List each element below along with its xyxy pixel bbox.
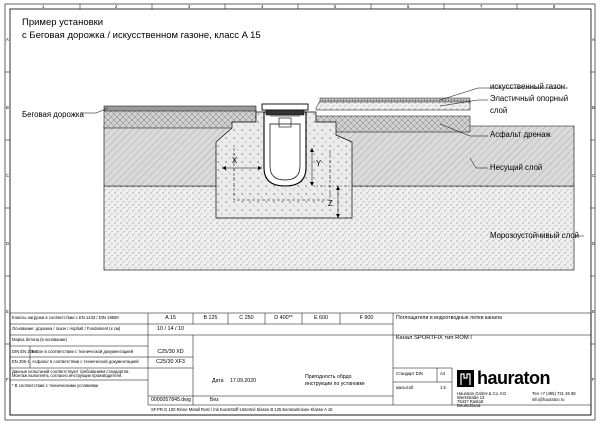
class-e600: E 600	[313, 315, 329, 321]
tb-sheet-size: A4	[440, 371, 446, 376]
dim-x-label: X	[232, 156, 238, 165]
tb-scale-ratio: Без	[210, 397, 219, 403]
label-asphalt-drain: Асфальт дренаж	[490, 130, 551, 139]
label-base-layer: Несущий слой	[490, 163, 543, 172]
tb-scale-label: масштаб	[396, 385, 414, 390]
running-track-surface	[104, 106, 256, 111]
class-c250: C 250	[239, 315, 254, 321]
contact-email: info@hauraton.ru	[532, 397, 565, 402]
tb-note-1: Данные испытаний соответствуют требованиям стандартов. Монтаж выполнять согласно инструкции производителя.	[12, 369, 130, 379]
border-row-f: F	[6, 377, 9, 382]
tb-dims: 10 / 14 / 10	[157, 326, 184, 332]
class-b125: B 125	[203, 315, 218, 321]
address-line-2: Werkstraße 13	[457, 395, 485, 400]
border-col-5: 5	[334, 4, 337, 9]
border-row-a-right: A	[592, 37, 595, 42]
border-row-a: A	[6, 37, 9, 42]
label-elastic-base: Эластичный опорный	[490, 94, 569, 103]
tb-note-label-1: Пригодность обрдо	[305, 374, 352, 380]
channel-interior	[270, 124, 300, 180]
class-d400: D 400**	[274, 315, 293, 321]
tb-description-1: Поглощатели и водоотводные лотки канала	[396, 315, 502, 321]
channel-grate	[262, 104, 308, 110]
hauraton-logo-icon	[457, 370, 474, 387]
tb-concrete-1: C25/30 XD	[157, 349, 184, 355]
border-row-e-right: E	[592, 309, 595, 314]
label-elastic-base-2: слой	[490, 106, 508, 115]
border-col-1: 1	[42, 4, 45, 9]
contact-phone: Тел +7 (495) 721 26 58	[532, 391, 576, 396]
tb-file-name: 0000057845.dwg	[151, 397, 191, 403]
border-row-d: D	[6, 241, 10, 246]
tb-concrete-2: C25/30 XF3	[156, 359, 185, 365]
border-row-c-right: C	[592, 173, 596, 178]
asphalt-drain-layer	[316, 116, 470, 132]
border-col-8: 8	[553, 4, 556, 9]
tb-scale-value: 1:5	[440, 385, 446, 390]
artificial-turf-layer	[320, 98, 470, 102]
address-line-1: Hauraton GmbH & Co. KG	[457, 391, 507, 396]
tb-footer: SF.PR.G 100 Rinne Metall Rost / mit Kunststoff-Unterteil Klasse B 125 Беговая/газон Klasse A 15	[151, 407, 333, 412]
tb-base: Основание: дорожка / газон / Asphalt / Fundament (x см)	[12, 326, 121, 331]
border-row-f-right: F	[592, 377, 595, 382]
tb-note-2: * В соответствии с техническими условиями	[12, 383, 98, 388]
border-row-e: E	[6, 309, 9, 314]
elastic-base-layer	[316, 101, 470, 110]
tb-concrete-spec: Бетон в соответствии с технической документацией	[32, 349, 134, 354]
border-col-6: 6	[407, 4, 410, 9]
tb-code-2: EN 206-1	[12, 359, 30, 364]
border-col-3: 3	[188, 4, 191, 9]
class-a15: A 15	[165, 315, 176, 321]
drawing-title-line1: Пример установки	[22, 17, 104, 28]
border-row-b-right: B	[592, 105, 595, 110]
label-running-track: Беговая дорожка	[22, 110, 84, 119]
label-frost-layer: Морозоустойчивый слой	[490, 231, 580, 240]
tb-note-label-2: инструкции по установке	[305, 381, 365, 387]
address-line-4: Deutschland	[457, 403, 481, 408]
tb-code-1: DIN EN 206-1	[12, 349, 39, 354]
label-artificial-turf: искусственный газон	[490, 82, 566, 91]
tb-standard-label: Стандарт DIN	[396, 371, 423, 376]
tb-date-value: 17.09.2020	[230, 378, 256, 384]
tb-date-label: Дата	[212, 378, 224, 384]
border-col-7: 7	[480, 4, 483, 9]
border-row-b: B	[6, 105, 9, 110]
tb-description-2: Канал SPORTFIX тип ROM I	[396, 335, 472, 341]
border-row-d-right: D	[592, 241, 596, 246]
dim-z-label: Z	[328, 199, 333, 208]
tb-load-classes: Классы нагрузки в соответствии с EN 1433 / DIN 19580	[12, 315, 119, 320]
border-col-2: 2	[115, 4, 118, 9]
dim-y-label: Y	[316, 159, 322, 168]
border-row-c: C	[6, 173, 10, 178]
border-col-4: 4	[261, 4, 264, 9]
class-f900: F 900	[359, 315, 374, 321]
grate-bar	[266, 110, 304, 115]
tb-concrete-grade: Марка бетона (в основании)	[12, 337, 67, 342]
tb-asphalt-spec: Асфальт в соответствии с технической документацией	[32, 359, 139, 364]
drawing-title-line2: с Беговая дорожка / искусственном газоне, класс A 15	[22, 30, 261, 41]
address-line-3: 76437 Rastatt	[457, 399, 484, 404]
brand-name: hauraton	[477, 368, 551, 388]
